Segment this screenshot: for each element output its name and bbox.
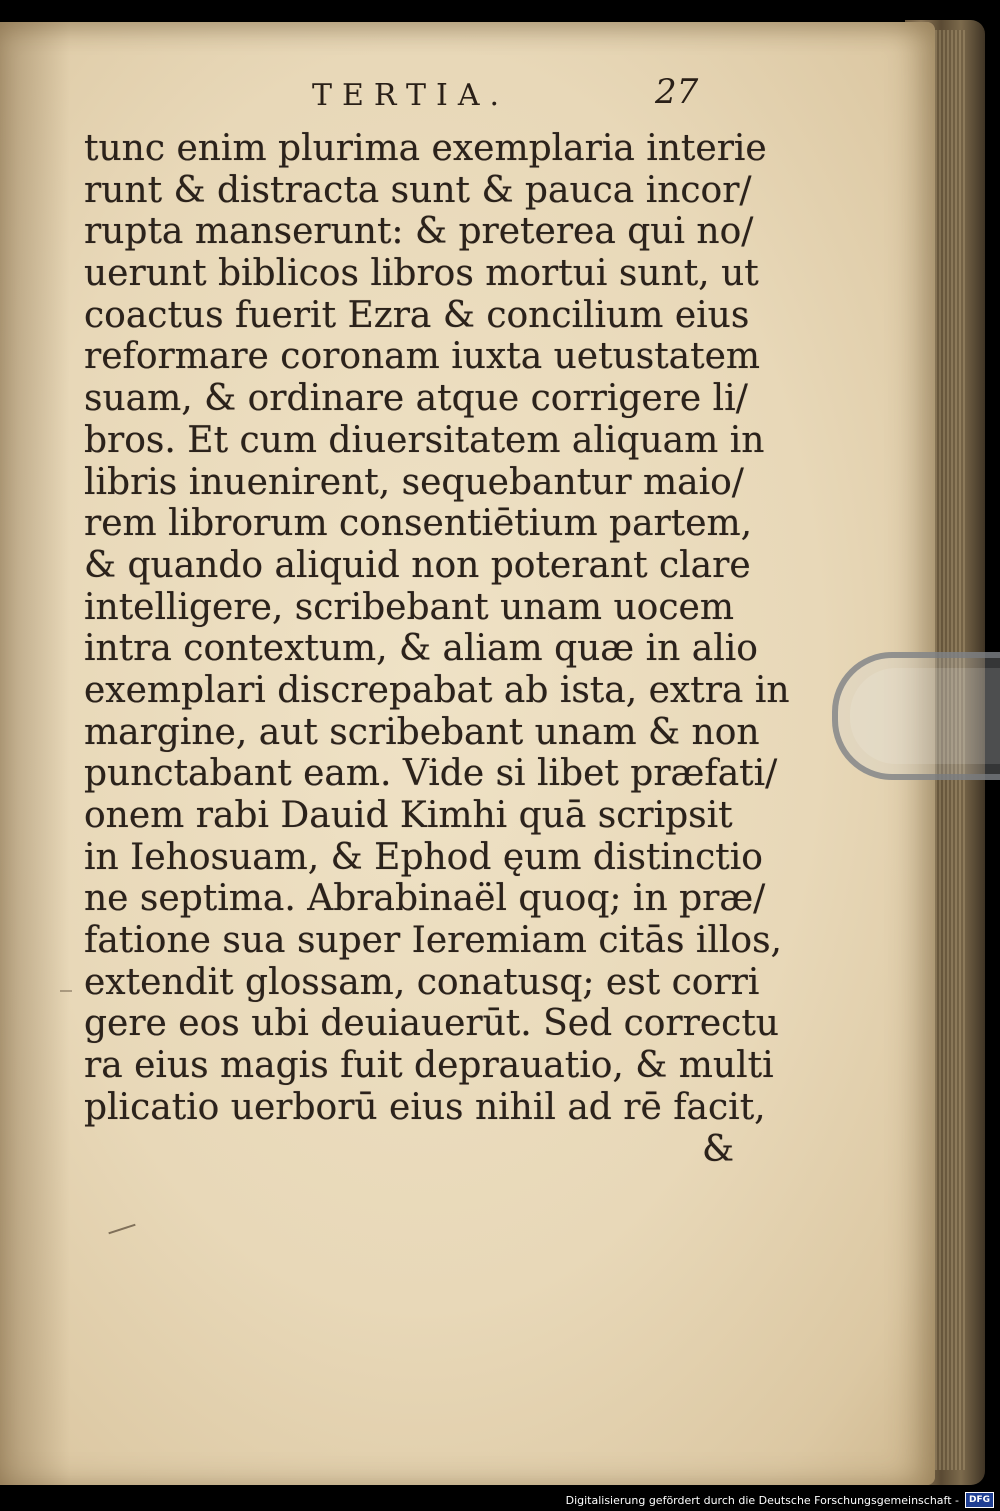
text-line: runt & distracta sunt & pauca incor/: [84, 169, 752, 211]
text-line: reformare coronam iuxta uetustatem: [84, 336, 761, 378]
text-line: bros. Et cum diuersitatem aliquam in: [84, 419, 765, 461]
plastic-page-clip-highlight: [850, 668, 1000, 764]
text-line: libris inuenirent, sequebantur maio/: [84, 461, 744, 503]
text-line: exemplari discrepabat ab ista, extra in: [84, 669, 790, 711]
text-line: plicatio uerborū eius nihil ad rē facit,: [84, 1086, 766, 1128]
page-number: 27: [655, 72, 699, 112]
page-header: [300, 72, 720, 122]
text-line: rem librorum consentiētium partem,: [84, 503, 753, 545]
text-line: gere eos ubi deuiauerūt. Sed correctu: [84, 1003, 779, 1045]
digitization-credit: [566, 1491, 994, 1509]
credit-text: Digitalisierung gefördert durch die Deutsche Forschungsgemeinschaft -: [565, 1493, 959, 1507]
running-head: TERTIA.: [312, 78, 510, 113]
text-line: extendit glossam, conatusq; est corri: [84, 961, 760, 1003]
text-line: onem rabi Dauid Kimhi quā scripsit: [84, 795, 733, 836]
text-line: ne septima. Abrabinaël quoq; in præ/: [84, 878, 766, 920]
text-line: intelligere, scribebant unam uocem: [84, 586, 734, 628]
text-line: suam, & ordinare atque corrigere li/: [84, 378, 748, 420]
page-gutter: [0, 22, 70, 1485]
stray-ink-dash: [60, 990, 72, 992]
catchword: &: [701, 1128, 734, 1170]
text-line: tunc enim plurima exemplaria interie: [84, 128, 767, 169]
text-line: uerunt biblicos libros mortui sunt, ut: [84, 253, 759, 295]
dfg-logo: DFG: [965, 1492, 994, 1508]
text-line: intra contextum, & aliam quæ in alio: [84, 628, 758, 670]
text-line: in Iehosuam, & Ephod ęum distinctio: [84, 836, 763, 878]
text-line: fatione sua super Ieremiam citās illos,: [84, 920, 782, 962]
text-line: ra eius magis fuit deprauatio, & multi: [84, 1045, 774, 1087]
text-line: rupta manserunt: & preterea qui no/: [84, 211, 754, 253]
text-line: coactus fuerit Ezra & concilium eius: [84, 294, 750, 336]
text-line: punctabant eam. Vide si libet præfati/: [84, 753, 778, 795]
text-line: & quando aliquid non poterant clare: [84, 544, 751, 586]
text-line: margine, aut scribebant unam & non: [84, 711, 760, 753]
text-block: [84, 128, 790, 1170]
